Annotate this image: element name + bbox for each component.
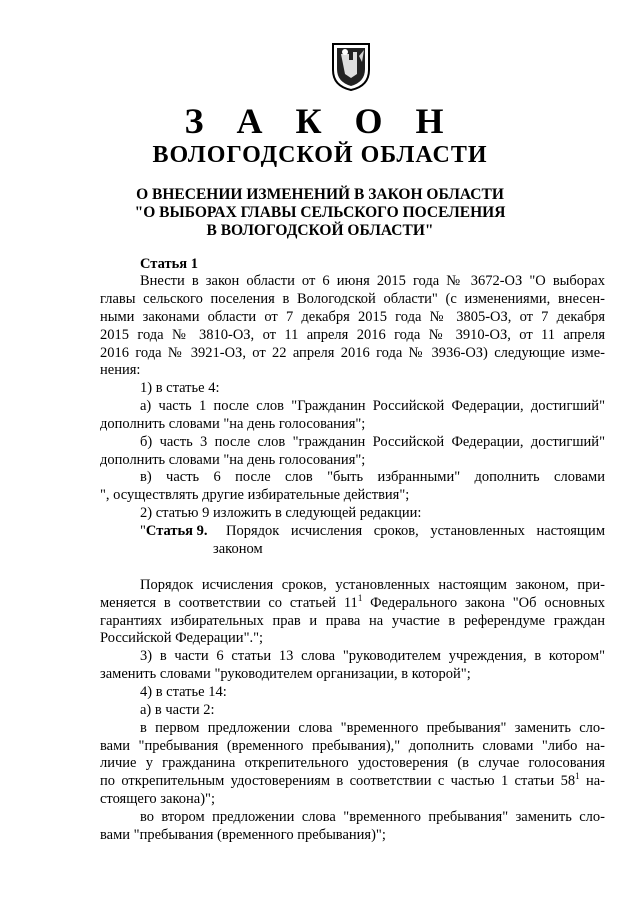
paragraph-line: вами "пребывания (временного пребывания)"; bbox=[100, 827, 386, 843]
article9-title: законом bbox=[213, 541, 263, 557]
list-item: 2) статью 9 изложить в следующей редакции: bbox=[140, 505, 422, 521]
paragraph-line: по открепительным удостоверениям в соответствии с частью 1 статьи $58^1$ на- bbox=[100, 771, 605, 789]
paragraph-line: вами "пребывания (временного пребывания)," дополнить словами "либо на- bbox=[100, 738, 605, 754]
article-heading: Статья 1 bbox=[140, 256, 198, 272]
list-item: а) в части 2: bbox=[140, 702, 215, 718]
paragraph-line: Внести в закон области от 6 июня 2015 года № 3672-ОЗ "О выборах bbox=[140, 273, 605, 289]
paragraph-line: ными законами области от 7 декабря 2015 года № 3805-ОЗ, от 7 декабря bbox=[100, 309, 605, 325]
subtitle-line: В ВОЛОГОДСКОЙ ОБЛАСТИ" bbox=[206, 222, 434, 239]
subtitle-line: О ВНЕСЕНИИ ИЗМЕНЕНИЙ В ЗАКОН ОБЛАСТИ bbox=[136, 186, 504, 203]
superscript: 1 bbox=[575, 771, 580, 781]
paragraph-line: нения: bbox=[100, 362, 141, 378]
region-title: ВОЛОГОДСКОЙ ОБЛАСТИ bbox=[152, 142, 488, 168]
paragraph-line: в первом предложении слова "временного пребывания" заменить сло- bbox=[140, 720, 605, 736]
paragraph-line: заменить словами "руководителем организации, в которой"; bbox=[100, 666, 471, 682]
paragraph-line: а) часть 1 после слов "Гражданин Российской Федерации, достигший" bbox=[140, 398, 605, 414]
list-item: 4) в статье 14: bbox=[140, 684, 227, 700]
paragraph-line: Российской Федерации"."; bbox=[100, 630, 264, 646]
paragraph-line: гарантиях избирательных прав и права на участие в референдуме граждан bbox=[100, 613, 605, 629]
paragraph-line: личие у гражданина открепительного удостоверения (в случае голосования bbox=[100, 755, 605, 771]
paragraph-line: 3) в части 6 статьи 13 слова "руководителем учреждения, в котором" bbox=[140, 648, 605, 664]
list-item: 1) в статье 4: bbox=[140, 380, 220, 396]
paragraph-line: 2016 года № 3921-ОЗ, от 22 апреля 2016 года № 3936-ОЗ) следующие изме- bbox=[100, 345, 605, 361]
paragraph-line: б) часть 3 после слов "гражданин Российской Федерации, достигший" bbox=[140, 434, 605, 450]
paragraph-line: 2015 года № 3810-ОЗ, от 11 апреля 2016 года № 3910-ОЗ, от 11 апреля bbox=[100, 327, 605, 343]
coat-of-arms-icon bbox=[331, 40, 371, 92]
law-title: З А К О Н bbox=[184, 101, 456, 141]
paragraph-line: во втором предложении слова "временного пребывания" заменить сло- bbox=[140, 809, 605, 825]
quote-mark: " bbox=[140, 523, 146, 539]
subtitle-line: "О ВЫБОРАХ ГЛАВЫ СЕЛЬСКОГО ПОСЕЛЕНИЯ bbox=[134, 204, 506, 221]
paragraph-line: дополнить словами "на день голосования"; bbox=[100, 452, 366, 468]
law-subtitle bbox=[0, 186, 640, 240]
paragraph-line: главы сельского поселения в Вологодской области" (с изменениями, внесен- bbox=[100, 291, 605, 307]
article9-heading-line bbox=[140, 523, 208, 541]
paragraph-line: дополнить словами "на день голосования"; bbox=[100, 416, 366, 432]
paragraph-line: в) часть 6 после слов "быть избранными" дополнить словами bbox=[140, 469, 605, 485]
paragraph-line: стоящего закона)"; bbox=[100, 791, 215, 807]
paragraph-line: ", осуществлять другие избирательные действия"; bbox=[100, 487, 410, 503]
paragraph-line: Порядок исчисления сроков, установленных настоящим законом, при- bbox=[140, 577, 605, 593]
superscript: 1 bbox=[357, 593, 363, 603]
article9-label: Статья 9. bbox=[145, 523, 208, 539]
paragraph-line: меняется в соответствии со статьей $11^1$ Федерального закона "Об основных bbox=[100, 593, 605, 611]
article9-title: Порядок исчисления сроков, установленных настоящим bbox=[226, 523, 605, 539]
